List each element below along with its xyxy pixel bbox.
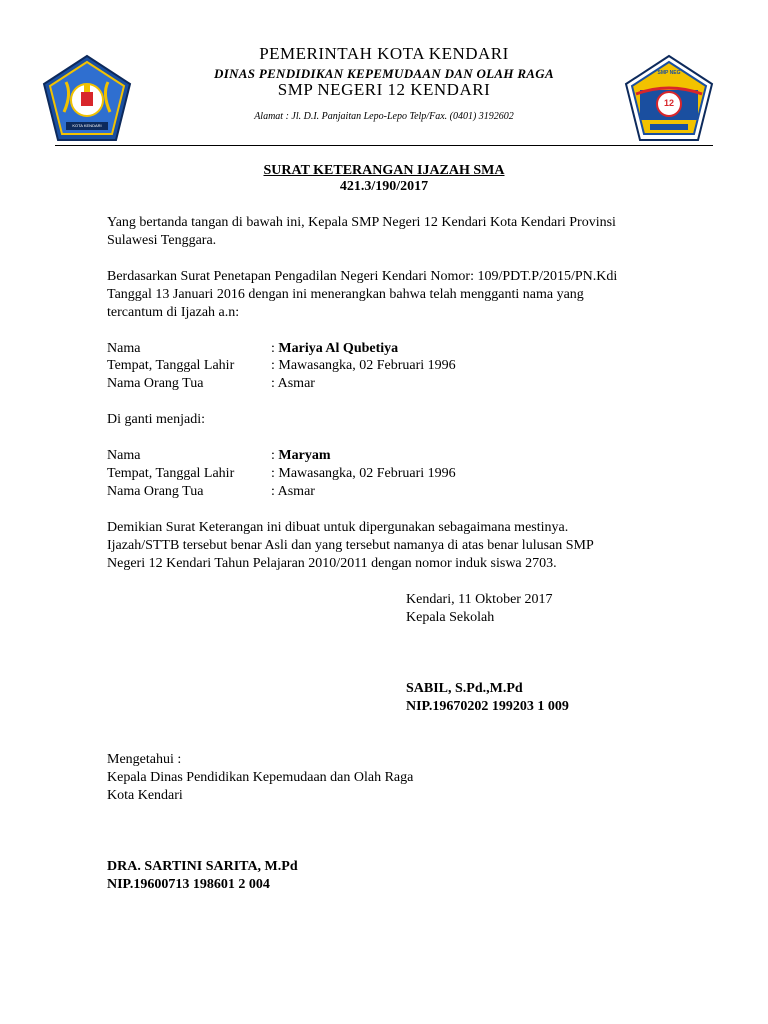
lama-ortu-value: : Asmar [271, 376, 315, 391]
mengetahui-nip: NIP.19600713 198601 2 004 [107, 877, 270, 892]
kop-dinas: DINAS PENDIDIKAN KEPEMUDAAN DAN OLAH RAGA [214, 66, 554, 81]
lama-nama-colon: : [271, 341, 275, 356]
paragraf-penutup-2: Ijazah/STTB tersebut benar Asli dan yang tersebut namanya di atas benar lulusan SMP [107, 538, 594, 553]
paragraf-penutup-3: Negeri 12 Kendari Tahun Pelajaran 2010/2011 dengan nomor induk siswa 2703. [107, 556, 557, 571]
mengetahui-jabatan-1: Kepala Dinas Pendidikan Kepemudaan dan Olah Raga [107, 770, 414, 785]
surat-nomor: 421.3/190/2017 [339, 179, 429, 194]
lama-ttl-value: : Mawasangka, 02 Februari 1996 [271, 358, 456, 373]
lama-nama-value-wrap [271, 340, 398, 358]
kop-sekolah: SMP NEGERI 12 KENDARI [277, 80, 491, 99]
baru-ortu-label: Nama Orang Tua [107, 484, 204, 499]
paragraf-penutup-1: Demikian Surat Keterangan ini dibuat untuk dipergunakan sebagaimana mestinya. [107, 520, 569, 535]
baru-ttl-label: Tempat, Tanggal Lahir [107, 466, 235, 481]
baru-nama-value: Maryam [278, 448, 331, 463]
ttd-nip: NIP.19670202 199203 1 009 [406, 699, 569, 714]
baru-nama-value-wrap [271, 447, 330, 465]
mengetahui-nama: DRA. SARTINI SARITA, M.Pd [107, 859, 298, 874]
baru-ttl-value: : Mawasangka, 02 Februari 1996 [271, 466, 456, 481]
mengetahui-jabatan-2: Kota Kendari [107, 788, 183, 803]
paragraf-pembuka-2: Sulawesi Tenggara. [107, 233, 217, 248]
logo-right-number: 12 [663, 98, 674, 108]
lama-ortu-label: Nama Orang Tua [107, 376, 204, 391]
baru-nama-label: Nama [107, 448, 141, 463]
ttd-nama: SABIL, S.Pd.,M.Pd [406, 681, 523, 696]
lama-nama-label: Nama [107, 341, 141, 356]
logo-right-top-caption: SMP NEG [657, 70, 681, 76]
mengetahui-label: Mengetahui : [107, 752, 182, 767]
paragraf-dasar-1: Berdasarkan Surat Penetapan Pengadilan Negeri Kendari Nomor: 109/PDT.P/2015/PN.Kdi [107, 269, 618, 284]
lama-ttl-label: Tempat, Tanggal Lahir [107, 358, 235, 373]
paragraf-dasar-2: Tanggal 13 Januari 2016 dengan ini menerangkan bahwa telah mengganti nama yang [107, 287, 584, 302]
surat-judul: SURAT KETERANGAN IJAZAH SMA [263, 163, 505, 178]
kop-divider [55, 145, 713, 146]
paragraf-pembuka-1: Yang bertanda tangan di bawah ini, Kepala SMP Negeri 12 Kendari Kota Kendari Provinsi [107, 215, 616, 230]
ttd-jabatan: Kepala Sekolah [406, 610, 495, 625]
paragraf-dasar-3: tercantum di Ijazah a.n: [107, 305, 240, 320]
logo-left-caption: KOTA KENDARI [72, 123, 102, 128]
diganti-menjadi: Di ganti menjadi: [107, 412, 205, 427]
kop-alamat: Alamat : Jl. D.I. Panjaitan Lepo-Lepo Telp/Fax. (0401) 3192602 [254, 111, 514, 122]
lama-nama-value: Mariya Al Qubetiya [278, 341, 399, 356]
kop-pemerintah: PEMERINTAH KOTA KENDARI [259, 44, 509, 63]
baru-ortu-value: : Asmar [271, 484, 315, 499]
baru-nama-colon: : [271, 448, 275, 463]
ttd-tempat-tanggal: Kendari, 11 Oktober 2017 [406, 592, 553, 607]
